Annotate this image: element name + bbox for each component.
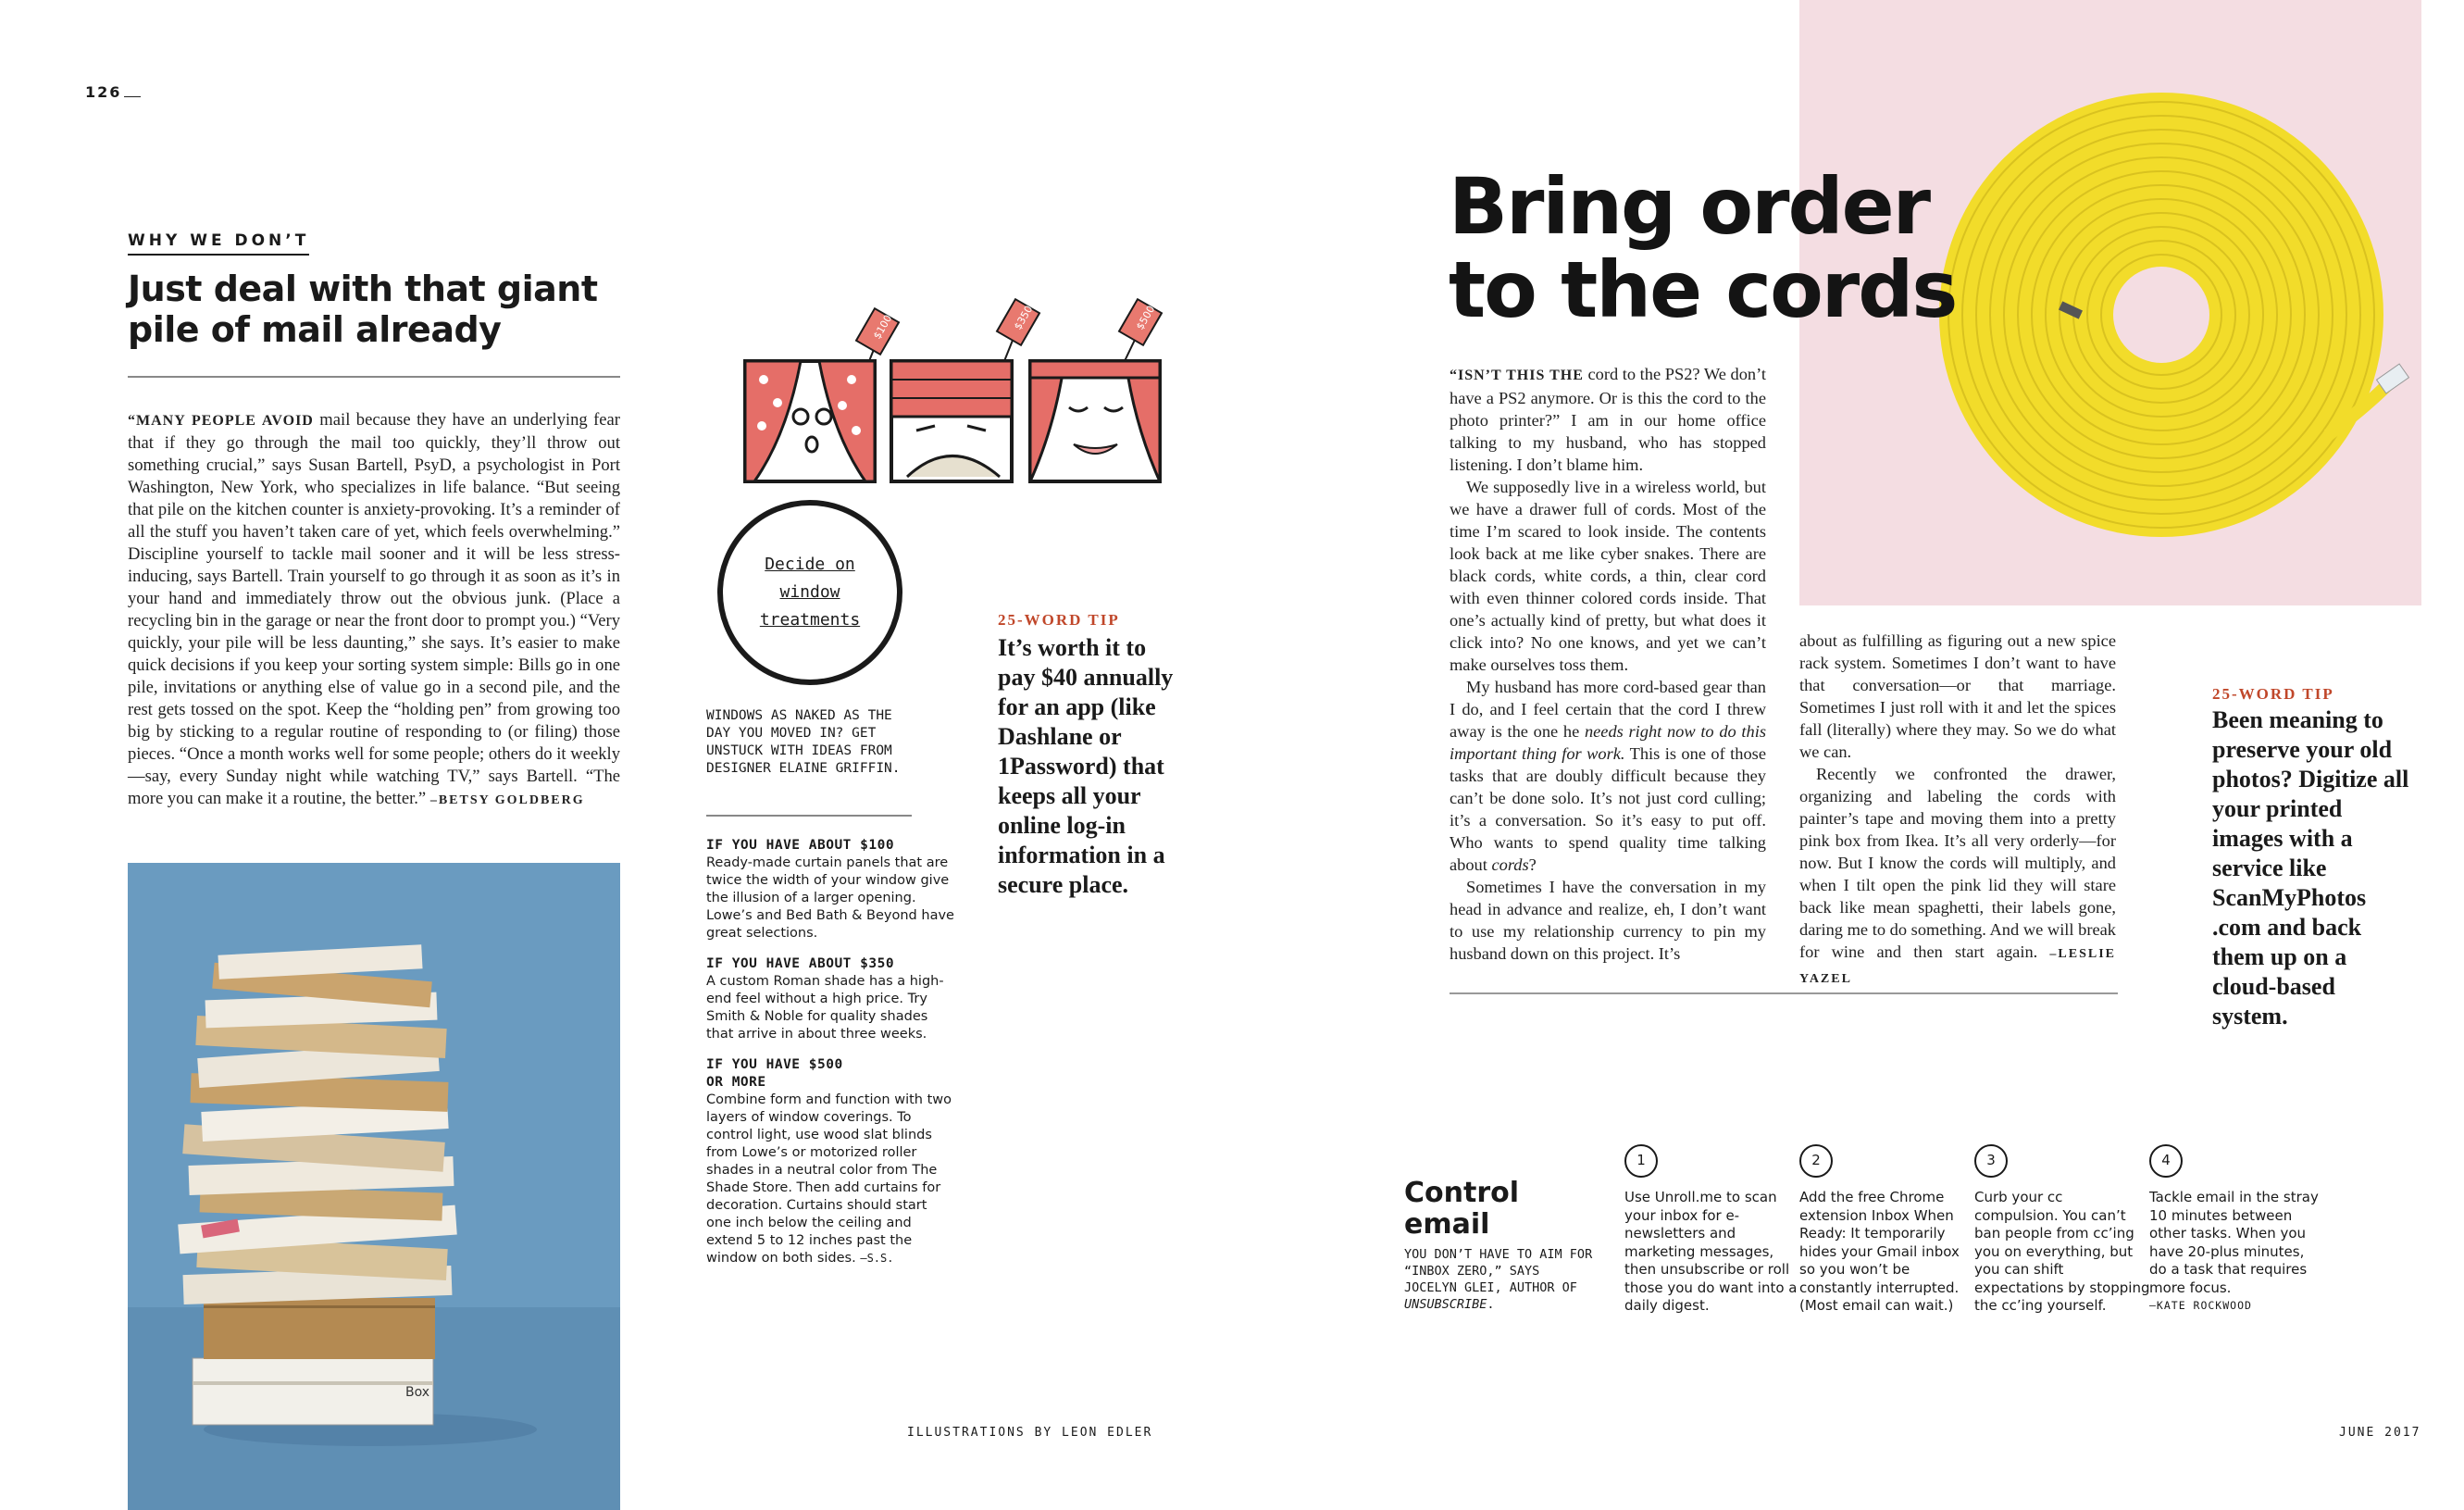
step-number: 3 [1974,1144,2008,1178]
window-illustration-svg [736,296,1171,500]
cords-column-2 [1799,630,2116,991]
mail-pile-image [128,863,620,1510]
lead-in: “ISN’T THIS THE [1450,368,1584,383]
signature: —KATE ROCKWOOD [2149,1299,2252,1312]
paragraph: My husband has more cord-based gear than I do, and I feel certain that the cord I threw away is the one he needs right now to do this important thing for work. This is one of those tasks that are doubly difficult because they can’t be done solo. It’s not just cord culling; it’s a conversation. So it’s easy to put off. Who wants to spend quality time talking about cords? [1450,678,1766,874]
cords-column-1: “ISN’T THIS THE cord to the PS2? We don’t have a PS2 anymore. Or is this the cord to the photo printer?” I am in our home office talking to my husband, who has stopped listening. I don’t blame him. We supposedly live in a wireless world, but we have a drawer full of cords. Most of the time I’m scared to look inside. The contents look back at me like cyber snakes. There are black cords, white cords, a thin, clear cord with even thinner colored cords inside. That one’s actually kind of pretty, but what does it click into? No one knows, and yet we can’t make ourselves toss them. My husband has more cord-based gear than I do, and I feel certain that the cord I threw away is the one he needs right now to do this important thing for work. This is one of those tasks that are doubly difficult because they can’t be done solo. It’s not just cord culling; it’s a conversation. So it’s easy to put off. Who wants to spend quality time talking about cords? Sometimes I have the conversation in my head in advance and realize, eh, I don’t want to use my relationship currency to pin my husband down on this project. It’s [1450,365,1766,963]
paragraph: Sometimes I have the conversation in my head in advance and realize, eh, I don’t want to use my relationship currency to pin my husband down on this project. It’s [1450,878,1766,963]
mail-pile-photo [128,863,620,1510]
divider [706,815,912,817]
control-email-subtitle: YOU DON’T HAVE TO AIM FOR “INBOX ZERO,” SAYS JOCELYN GLEI, AUTHOR OF UNSUBSCRIBE. [1404,1247,1593,1312]
byline: –BETSY GOLDBERG [429,793,585,807]
list-item [706,837,956,942]
item-text: A custom Roman shade has a high-end feel without a high price. Try Smith & Noble for quality shades that arrive in about three weeks. [706,974,944,1042]
window-treatments-badge [717,500,902,685]
step-4 [2149,1144,2325,1316]
title-line: to the cords [1449,244,1957,335]
step-3 [1974,1144,2150,1316]
step-2 [1799,1144,1975,1316]
window-treatments-illustration [736,296,1171,500]
step-number: 1 [1624,1144,1658,1178]
price-tag-label: $500 [1134,303,1158,332]
price-tag-label: $100 [871,312,895,342]
price-tag-350 [997,299,1039,361]
lead-in: “MANY PEOPLE AVOID [128,413,314,429]
section-kicker: WHY WE DON’T [128,231,309,256]
paragraph: Recently we confronted the drawer, organizing and labeling the cords with painter’s tape and moving them into a pretty pink box from Ikea. It’s all very orderly—for now. But I know the cords will multiply, and when I tilt open the pink lid they will stare back like mean spaghetti, their labels gone, daring me to do something. And we will break for wine and then start again. –LESLIE YAZEL [1799,765,2116,986]
tip-label: 25-WORD TIP [2212,685,2334,703]
issue-date: JUNE 2017 [2339,1426,2421,1440]
signature: –S.S. [860,1252,894,1265]
mail-article-body [128,409,620,812]
title-line: Bring order [1449,161,1930,252]
control-email-title [1404,1178,1519,1241]
badge-title: Decide on window treatments [759,555,861,630]
item-text: Combine form and function with two layers of window coverings. To control light, use wood slat blinds from Lowe’s or motorized roller shades in a neutral color from The Shade Store. Then add curtains for decoration. Curtains should start one inch below the ceiling and extend 5 to 12 inches past the window on both sides. –S.S. [706,1092,952,1266]
step-text: Add the free Chrome extension Inbox When Ready: It temporarily hides your Gmail inbox so you won’t be constantly interrupted. (Most email can wait.) [1799,1189,1960,1314]
divider [1450,992,2118,994]
list-item [706,955,956,1043]
tip-label: 25-WORD TIP [998,611,1120,629]
item-heading: IF YOU HAVE ABOUT $350 [706,956,895,971]
byline: –LESLIE YAZEL [1799,947,2116,986]
item-heading: IF YOU HAVE ABOUT $100 [706,838,895,853]
windows-budget-list [706,837,956,1280]
windows-intro: WINDOWS AS NAKED AS THE DAY YOU MOVED IN? GET UNSTUCK WITH IDEAS FROM DESIGNER ELAINE GRIFFIN. [706,708,901,776]
title-line: Control [1404,1177,1520,1209]
divider [128,376,620,378]
step-number: 2 [1799,1144,1833,1178]
paragraph: about as fulfilling as figuring out a new spice rack system. Sometimes I don’t want to have that conversation—or that marriage. Sometimes I just roll with it and let the spices fall (literally) where they may. So we do what we can. [1799,631,2116,761]
list-item [706,1056,956,1267]
price-tag-500 [1119,299,1162,361]
cords-title [1449,161,2097,335]
step-text: Use Unroll.me to scan your inbox for e-newsletters and marketing messages, then unsubscribe or roll those you do want into a daily digest. [1624,1189,1798,1314]
step-1 [1624,1144,1800,1316]
step-text: Curb your cc compulsion. You can’t ban people from cc’ing you on everything, but you can shift expectations by stopping the cc’ing yourself. [1974,1189,2150,1314]
tip-text: It’s worth it to pay $40 annually for an app (like Dashlane or 1Password) that keeps all your online log-in information in a secure place. [998,634,1174,898]
tip-text: Been meaning to preserve your old photos? Digitize all your printed images with a service like ScanMyPhotos .com and back them up on a cloud-based system. [2212,706,2409,1030]
page-number: 126 [85,83,141,101]
illustration-credit: ILLUSTRATIONS BY LEON EDLER [907,1426,1153,1440]
item-heading: IF YOU HAVE $500 OR MORE [706,1057,843,1090]
price-tag-label: $350 [1012,303,1036,332]
paragraph: We supposedly live in a wireless world, but we have a drawer full of cords. Most of the time I’m scared to look inside. The contents look back at me like cyber snakes. There are black cords, white cords, a thin, clear cord with even thinner colored cords inside. That one’s actually kind of pretty, but what does it click into? No one knows, and yet we can’t make ourselves toss them. [1450,478,1766,674]
item-text: Ready-made curtain panels that are twice the width of your window give the illusion of a larger opening. Lowe’s and Bed Bath & Beyond have great selections. [706,855,954,941]
box-label: Box [405,1385,430,1400]
step-number: 4 [2149,1144,2183,1178]
mail-body-text: mail because they have an underlying fear that if they go through the mail too quickly, they’ll throw out something crucial,” says Susan Bartell, PsyD, a psychologist in Port Washington, New York, who specializes in life balance. “But seeing that pile on the kitchen counter is anxiety-provoking. It’s a reminder of all the stuff you haven’t taken care of yet, which feels overwhelming.” Discipline yourself to tackle mail sooner and it will be less stress-inducing, says Bartell. Train yourself to go through it as soon as it’s in your hand and immediately throw out the obvious junk. (Place a recycling bin in the garage or near the front door to prompt you.) “Very quickly, your pile will be less daunting,” she says. It’s easier to make quick decisions if you keep your sorting system simple: Bills go in one pile, invitations or anything else of value go in a second pile, and the rest gets tossed on the spot. Keep the “holding pen” from growing too big by sticking to a regular routine of responding to (or filing) those pieces. “Once a month works well for some people; others do it weekly—say, every Sunday night while watching TV,” says Bartell. “The more you can make it a routine, the better.” [128,410,620,808]
step-text: Tackle email in the stray 10 minutes between other tasks. When you have 20-plus minutes, do a task that requires more focus. [2149,1189,2319,1296]
mail-headline: Just deal with that giant pile of mail already [128,268,598,350]
title-line: email [1404,1208,1490,1241]
